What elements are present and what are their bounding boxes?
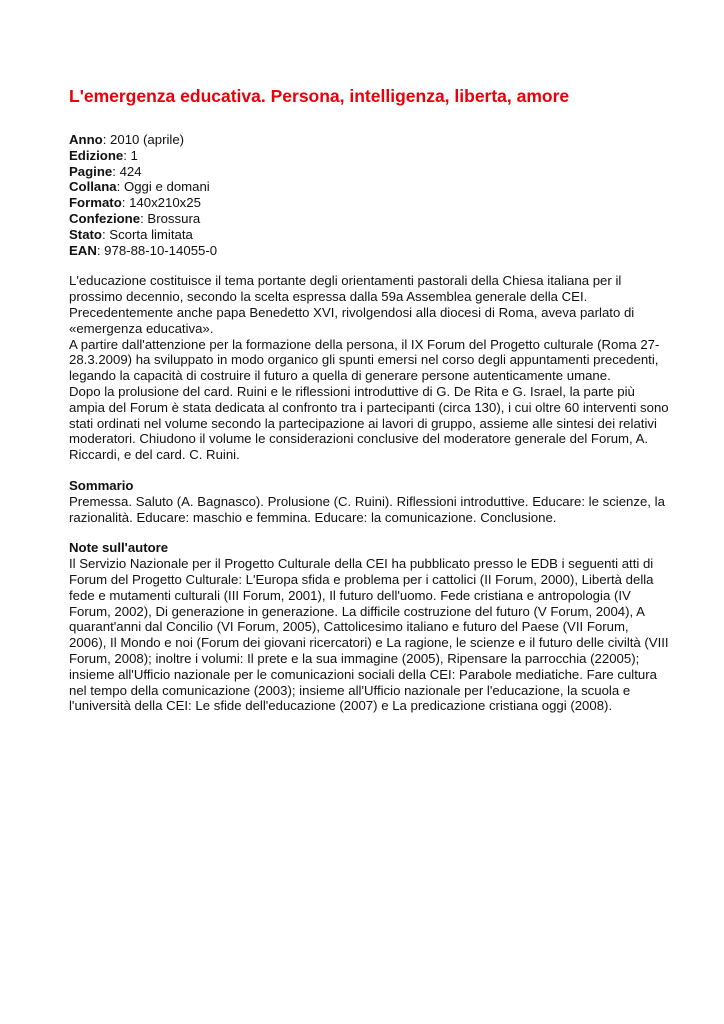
author-notes-heading: Note sull'autore	[69, 540, 169, 556]
metadata-row-formato: Formato: 140x210x25	[69, 195, 201, 211]
description-paragraph: A partire dall'attenzione per la formazione della persona, il IX Forum del Progetto culturale (Roma 27-28.3.2009) ha sviluppato in modo organico gli spunti emersi nel corso degli appuntamenti precedenti, legando la capacità di costruire il futuro a quella di generare persone autenticamente umane.	[69, 336, 660, 384]
metadata-row-pagine: Pagine: 424	[69, 163, 142, 179]
metadata-value: 424	[119, 163, 142, 179]
summary-section	[69, 478, 669, 525]
metadata-key: Confezione	[69, 210, 141, 226]
book-description	[69, 273, 669, 463]
page-title: L'emergenza educativa. Persona, intelligenza, liberta, amore	[69, 86, 570, 106]
metadata-value: 140x210x25	[129, 195, 201, 211]
metadata-value: 1	[130, 147, 138, 163]
metadata-value: Oggi e domani	[123, 179, 210, 195]
metadata-row-stato: Stato: Scorta limitata	[69, 226, 193, 242]
metadata-value: Scorta limitata	[109, 226, 193, 242]
metadata-row-collana: Collana: Oggi e domani	[69, 179, 210, 195]
document-page	[69, 84, 669, 714]
metadata-key: Collana	[69, 179, 117, 195]
metadata-key: EAN	[69, 242, 97, 258]
metadata-key: Anno	[69, 132, 103, 147]
description-paragraph: Dopo la prolusione del card. Ruini e le riflessioni introduttive di G. De Rita e G. Israel, la parte più ampia del Forum è stata dedicata al confronto tra i partecipanti (circa 130), i cui oltre 60 interventi sono stati ordinati nel volume secondo la partecipazione ai lavori di gruppo, assieme alle sintesi dei relativi moderatori. Chiudono il volume le considerazioni conclusive del moderatore generale del Forum, A. Riccardi, e del card. C. Ruini.	[69, 383, 669, 463]
metadata-value: Brossura	[147, 210, 201, 226]
metadata-key: Stato	[69, 226, 102, 242]
summary-text: Premessa. Saluto (A. Bagnasco). Prolusione (C. Ruini). Riflessioni introduttive. Educare: le scienze, la razionalità. Educare: maschio e femmina. Educare: la comunicazione. Conclusione.	[69, 493, 665, 525]
metadata-row-edizione: Edizione: 1	[69, 147, 138, 163]
book-metadata	[69, 132, 669, 258]
author-notes-section	[69, 540, 669, 714]
author-notes-text: Il Servizio Nazionale per il Progetto Culturale della CEI ha pubblicato presso le EDB i seguenti atti di Forum del Progetto Culturale: L'Europa sfida e problema per i cattolici (II Forum, 2000), Libertà della fede e mutamenti culturali (III Forum, 2001), Il futuro dell'uomo. Fede cristiana e antropologia (IV Forum, 2002), Di generazione in generazione. La difficile costruzione del futuro (V Forum, 2004), A quarant'anni dal Concilio (VI Forum, 2005), Cattolicesimo italiano e futuro del Paese (VII Forum, 2006), Il Mondo e noi (Forum dei giovani ricercatori) e La ragione, le scienze e il futuro delle civiltà (VIII Forum, 2008); inoltre i volumi: Il prete e la sua immagine (2005), Ripensare la parrocchia (22005); insieme all'Ufficio nazionale per le comunicazioni sociali della CEI: Parabole mediatiche. Fare cultura nel tempo della comunicazione (2003); insieme all'Ufficio nazionale per l'educazione, la scuola e l'università della CEI: Le sfide dell'educazione (2007) e La predicazione cristiana oggi (2008).	[69, 556, 669, 714]
metadata-row-anno: Anno: 2010 (aprile)	[69, 132, 185, 147]
metadata-row-ean: EAN: 978-88-10-14055-0	[69, 242, 218, 258]
summary-heading: Sommario	[69, 477, 134, 493]
metadata-row-confezione: Confezione: Brossura	[69, 210, 201, 226]
metadata-key: Formato	[69, 195, 122, 211]
metadata-key: Edizione	[69, 147, 124, 163]
metadata-value: 978-88-10-14055-0	[104, 242, 218, 258]
description-paragraph: L'educazione costituisce il tema portante degli orientamenti pastorali della Chiesa italiana per il prossimo decennio, secondo la scelta espressa dalla 59a Assemblea generale della CEI. Precedentemente anche papa Benedetto XVI, rivolgendosi alla diocesi di Roma, aveva parlato di «emergenza educativa».	[69, 273, 635, 336]
metadata-key: Pagine	[69, 163, 113, 179]
metadata-value: 2010 (aprile)	[110, 132, 185, 147]
